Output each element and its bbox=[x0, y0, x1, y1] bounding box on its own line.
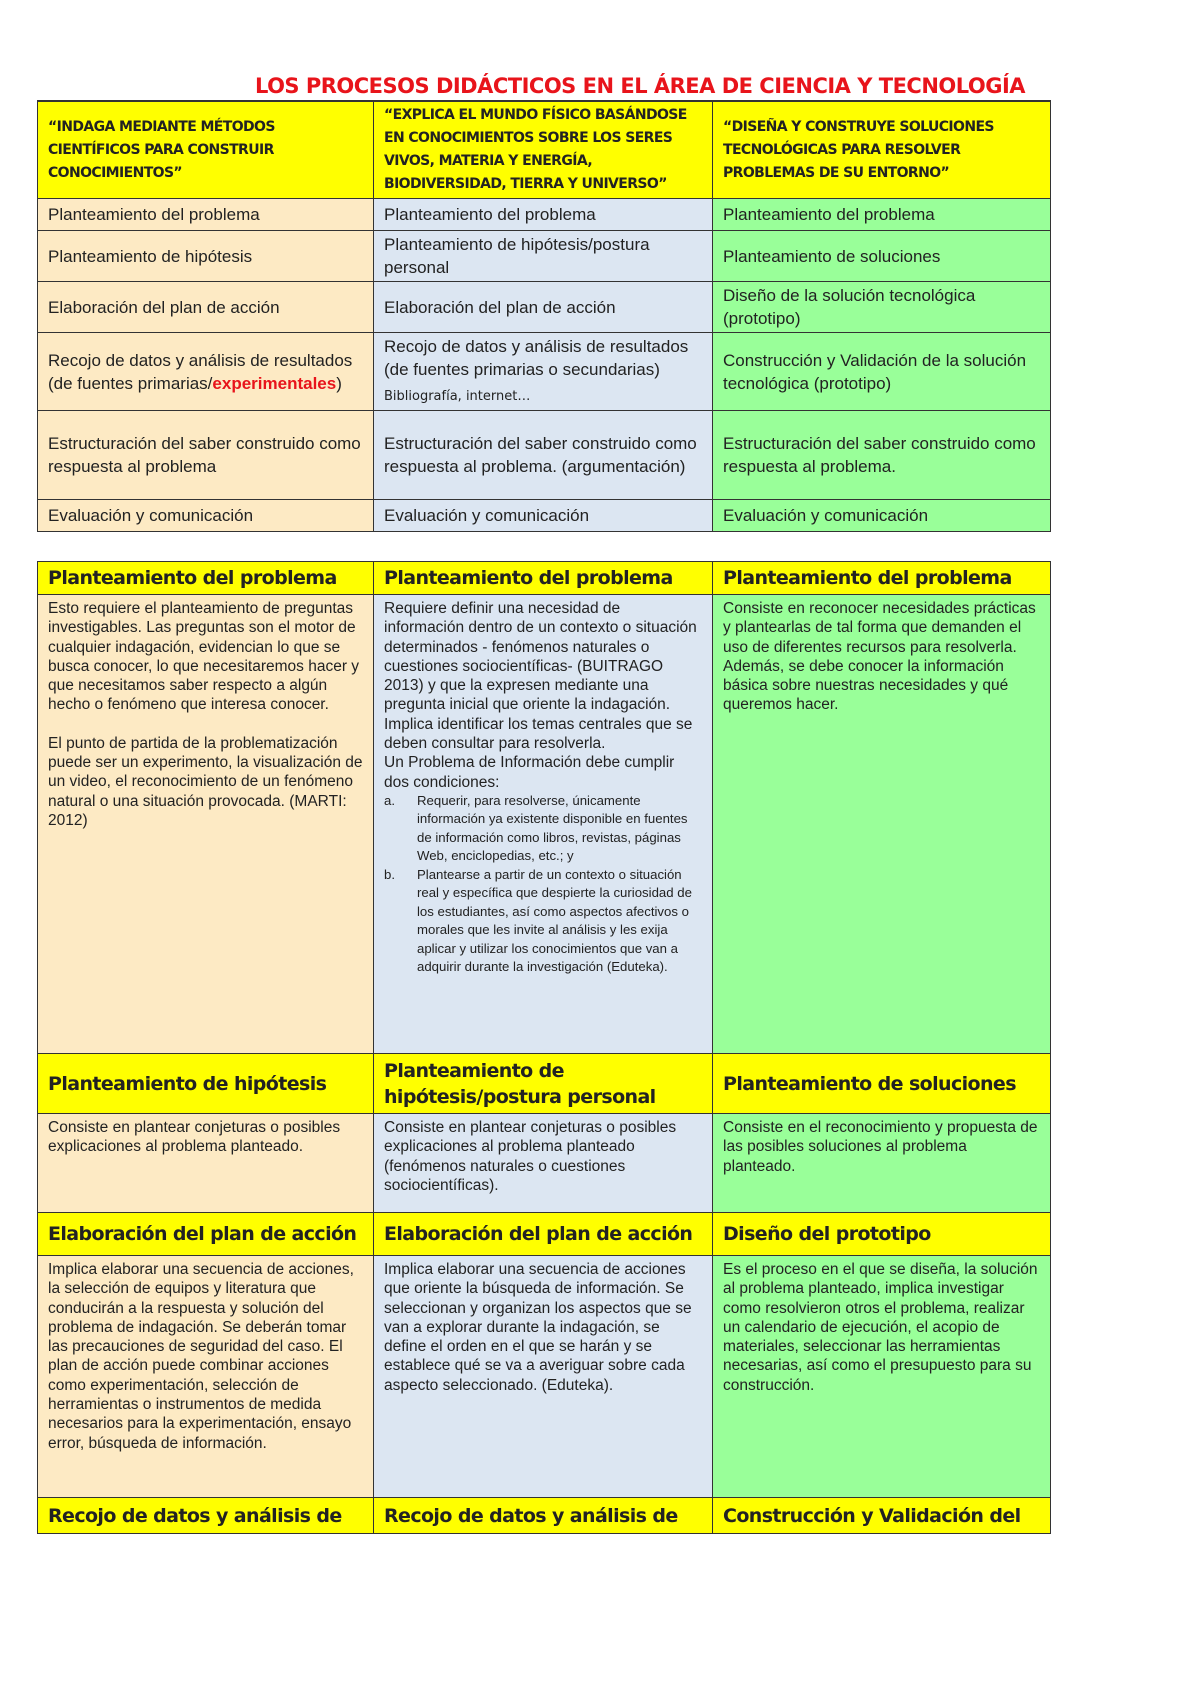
section-heading: Planteamiento del problema bbox=[374, 562, 713, 595]
header-explica: “EXPLICA EL MUNDO FÍSICO BASÁNDOSE EN CONOCIMIENTOS SOBRE LOS SERES VIVOS, MATERIA Y ENERGÍA, BIODIVERSIDAD, TIERRA Y UNIVERSO” bbox=[374, 101, 713, 199]
cell bbox=[374, 333, 713, 411]
cell: Estructuración del saber construido como respuesta al problema. bbox=[713, 411, 1051, 500]
cell-text: Recojo de datos y análisis de resultados (de fuentes primarias/ bbox=[48, 350, 353, 393]
list-marker: b. bbox=[384, 866, 395, 882]
cell bbox=[374, 595, 713, 1054]
list-text: Plantearse a partir de un contexto o situación real y específica que despierte la curiosidad de los estudiantes, así como aspectos afectivos o morales que les invite al análisis y les exija aplicar y utilizar los conocimientos que van a adquirir durante la investigación (Eduteka). bbox=[417, 866, 692, 975]
highlight-text: experimentales bbox=[212, 373, 337, 393]
cell: Construcción y Validación de la solución tecnológica (prototipo) bbox=[713, 333, 1051, 411]
section-heading: Planteamiento de hipótesis bbox=[38, 1054, 374, 1114]
cell bbox=[38, 333, 374, 411]
cell: Planteamiento de hipótesis bbox=[38, 231, 374, 282]
section-heading: Planteamiento de soluciones bbox=[713, 1054, 1051, 1114]
cell: Consiste en plantear conjeturas o posibles explicaciones al problema planteado. bbox=[38, 1114, 374, 1213]
paragraph: El punto de partida de la problematización puede ser un experimento, la visualización de un video, el reconocimiento de un fenómeno natural o una situación provocada. (MARTI: 2012) bbox=[48, 734, 363, 829]
section-heading: Elaboración del plan de acción bbox=[374, 1213, 713, 1256]
cell bbox=[38, 595, 374, 1054]
section-heading: Recojo de datos y análisis de bbox=[374, 1498, 713, 1534]
cell: Planteamiento del problema bbox=[374, 199, 713, 231]
cell: Evaluación y comunicación bbox=[38, 500, 374, 532]
cell: Implica elaborar una secuencia de acciones, la selección de equipos y literatura que conducirán a la respuesta y solución del problema de indagación. Se deberán tomar las precauciones de seguridad del caso. El plan de acción puede combinar acciones como experimentación, selección de herramientas o instrumentos de medida necesarios para la experimentación, ensayo error, búsqueda de información. bbox=[38, 1256, 374, 1498]
cell: Implica elaborar una secuencia de acciones que oriente la búsqueda de información. Se seleccionan y organizan los aspectos que se van a explorar durante la indagación, se define el orden en el que se harán y se establece qué se va a averiguar sobre cada aspecto seleccionado. (Eduteka). bbox=[374, 1256, 713, 1498]
cell: Elaboración del plan de acción bbox=[374, 282, 713, 333]
header-disena: “DISEÑA Y CONSTRUYE SOLUCIONES TECNOLÓGICAS PARA RESOLVER PROBLEMAS DE SU ENTORNO” bbox=[713, 101, 1051, 199]
cell: Planteamiento del problema bbox=[713, 199, 1051, 231]
cell: Consiste en plantear conjeturas o posibles explicaciones al problema planteado (fenómenos naturales o cuestiones sociocientíficas). bbox=[374, 1114, 713, 1213]
cell: Consiste en reconocer necesidades prácticas y plantearlas de tal forma que demanden el uso de diferentes recursos para resolverla. Además, se debe conocer la información básica sobre nuestras necesidades y qué queremos hacer. bbox=[713, 595, 1051, 1054]
cell: Evaluación y comunicación bbox=[374, 500, 713, 532]
conditions-list bbox=[384, 792, 702, 977]
section-heading: Planteamiento del problema bbox=[38, 562, 374, 595]
cell: Evaluación y comunicación bbox=[713, 500, 1051, 532]
cell: Es el proceso en el que se diseña, la solución al problema planteado, implica investigar como resolvieron otros el problema, realizar un calendario de ejecución, el acopio de materiales, seleccionar las herramientas necesarias, así como el presupuesto para su construcción. bbox=[713, 1256, 1051, 1498]
list-marker: a. bbox=[384, 792, 395, 808]
cell-text: Recojo de datos y análisis de resultados (de fuentes primarias o secundarias) bbox=[384, 337, 689, 379]
detail-table bbox=[37, 561, 1051, 1534]
cell: Diseño de la solución tecnológica (prototipo) bbox=[713, 282, 1051, 333]
header-indaga: “INDAGA MEDIANTE MÉTODOS CIENTÍFICOS PARA CONSTRUIR CONOCIMIENTOS” bbox=[38, 101, 374, 199]
list-text: Requerir, para resolverse, únicamente información ya existente disponible en fuentes de información como libros, revistas, páginas Web, enciclopedias, etc.; y bbox=[417, 792, 688, 864]
cell: Planteamiento de hipótesis/postura personal bbox=[374, 231, 713, 282]
cell-text: ) bbox=[336, 373, 342, 393]
cell: Elaboración del plan de acción bbox=[38, 282, 374, 333]
page-title: LOS PROCESOS DIDÁCTICOS EN EL ÁREA DE CIENCIA Y TECNOLOGÍA bbox=[254, 74, 1026, 98]
section-heading: Planteamiento del problema bbox=[713, 562, 1051, 595]
cell: Consiste en el reconocimiento y propuesta de las posibles soluciones al problema planteado. bbox=[713, 1114, 1051, 1213]
section-heading: Elaboración del plan de acción bbox=[38, 1213, 374, 1256]
cell-note: Bibliografía, internet… bbox=[384, 389, 531, 404]
section-heading: Diseño del prototipo bbox=[713, 1213, 1051, 1256]
cell: Planteamiento del problema bbox=[38, 199, 374, 231]
paragraph: Requiere definir una necesidad de información dentro de un contexto o situación determinados - fenómenos naturales o cuestiones sociocientíficas- (BUITRAGO 2013) y que la expresen mediante una pregunta inicial que oriente la indagación. Implica identificar los temas centrales que se deben consultar para resolverla. bbox=[384, 600, 697, 753]
section-heading: Recojo de datos y análisis de bbox=[38, 1498, 374, 1534]
cell: Planteamiento de soluciones bbox=[713, 231, 1051, 282]
section-heading: Planteamiento de hipótesis/postura personal bbox=[374, 1054, 713, 1114]
cell: Estructuración del saber construido como respuesta al problema. (argumentación) bbox=[374, 411, 713, 500]
summary-table bbox=[37, 100, 1051, 532]
paragraph: Un Problema de Información debe cumplir dos condiciones: bbox=[384, 754, 675, 791]
section-heading: Construcción y Validación del bbox=[713, 1498, 1051, 1534]
list-item bbox=[384, 792, 702, 866]
cell: Estructuración del saber construido como respuesta al problema bbox=[38, 411, 374, 500]
list-item bbox=[384, 866, 702, 977]
paragraph: Esto requiere el planteamiento de preguntas investigables. Las preguntas son el motor de cualquier indagación, evidencian lo que se busca conocer, lo que necesitaremos hacer y que necesitamos saber respecto a algún hecho o fenómeno que interesa conocer. bbox=[48, 600, 360, 714]
